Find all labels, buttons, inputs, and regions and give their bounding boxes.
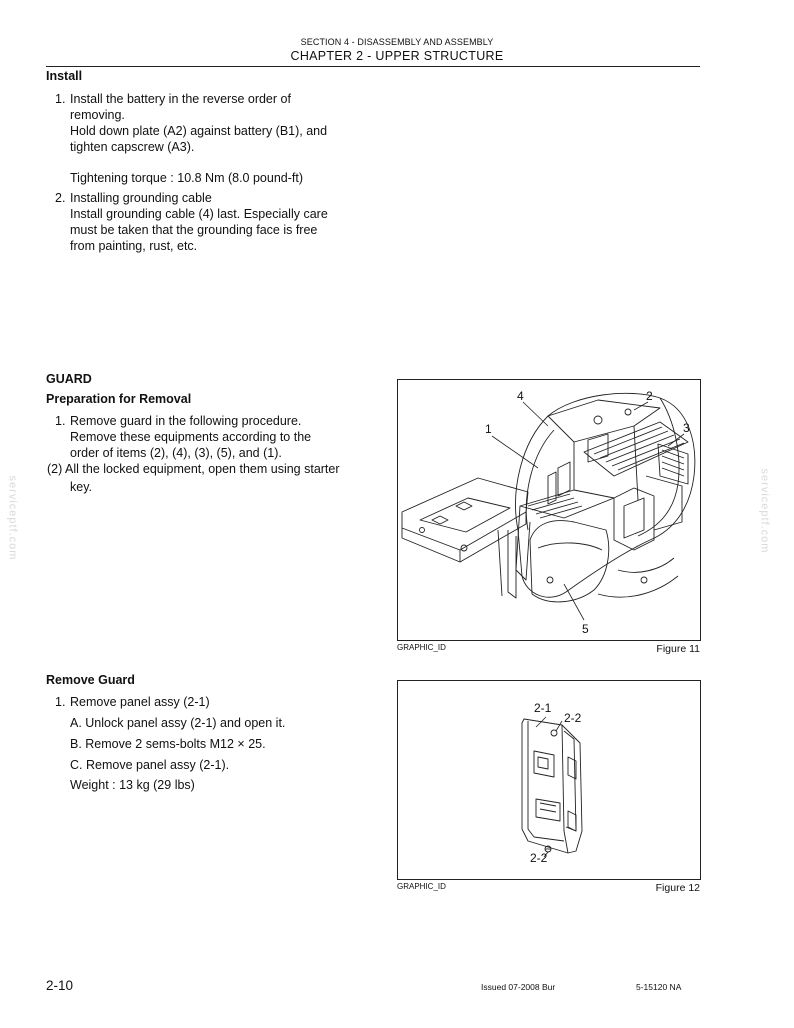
remove-step-a: A. Unlock panel assy (2-1) and open it. xyxy=(70,716,286,730)
figure-11-callout-2: 2 xyxy=(646,389,653,403)
install-step1-number: 1. xyxy=(55,92,66,106)
guard-step1-line1: Remove guard in the following procedure. xyxy=(70,414,302,428)
issued-date: Issued 07-2008 Bur xyxy=(481,982,556,992)
install-step2-line1: Installing grounding cable xyxy=(70,191,212,205)
figure-11-caption: Figure 11 xyxy=(656,643,700,655)
document-number: 5-15120 NA xyxy=(636,982,682,992)
remove-guard-heading: Remove Guard xyxy=(46,673,135,687)
header-divider xyxy=(46,66,700,67)
figure-12-callout-2-1: 2-1 xyxy=(534,701,552,715)
remove-step-b: B. Remove 2 sems-bolts M12 × 25. xyxy=(70,737,266,751)
page-number: 2-10 xyxy=(46,978,74,993)
figure-11-callout-5: 5 xyxy=(582,622,589,636)
install-step2-line4: from painting, rust, etc. xyxy=(70,239,198,253)
figure-12-graphic-id: GRAPHIC_ID xyxy=(397,882,446,891)
install-step2-number: 2. xyxy=(55,191,66,205)
guard-step2-line2: key. xyxy=(70,480,92,494)
section-title: SECTION 4 - DISASSEMBLY AND ASSEMBLY xyxy=(300,37,494,47)
figure-12-caption: Figure 12 xyxy=(655,882,700,894)
figure-11-graphic-id: GRAPHIC_ID xyxy=(397,643,446,652)
figure-12-callout-2-2-top: 2-2 xyxy=(564,711,582,725)
guard-step1-number: 1. xyxy=(55,414,66,428)
figure-11-frame xyxy=(397,379,701,641)
figure-11-callout-4: 4 xyxy=(517,389,524,403)
watermark-left: serviceptf.com xyxy=(6,475,19,561)
install-step2-line2: Install grounding cable (4) last. Especially care xyxy=(70,207,328,221)
upper-structure-illustration xyxy=(398,380,700,640)
figure-12-frame xyxy=(397,680,701,880)
remove-step1-number: 1. xyxy=(55,695,66,709)
remove-step1: Remove panel assy (2-1) xyxy=(70,695,210,709)
install-step2-line3: must be taken that the grounding face is free xyxy=(70,223,318,237)
watermark-right: serviceptf.com xyxy=(758,468,771,554)
install-step1-line3: Hold down plate (A2) against battery (B1), and xyxy=(70,124,328,138)
install-step1-line4: tighten capscrew (A3). xyxy=(70,140,195,154)
install-step1-line2: removing. xyxy=(70,108,125,122)
panel-weight: Weight : 13 kg (29 lbs) xyxy=(70,778,195,792)
guard-step1-line3: order of items (2), (4), (3), (5), and (1). xyxy=(70,446,282,460)
preparation-heading: Preparation for Removal xyxy=(46,392,192,406)
figure-11-callout-3: 3 xyxy=(683,421,690,435)
figure-11-callout-1: 1 xyxy=(485,422,492,436)
remove-step-c: C. Remove panel assy (2-1). xyxy=(70,758,230,772)
guard-heading: GUARD xyxy=(46,372,92,386)
guard-step2-line1: (2) All the locked equipment, open them using starter xyxy=(47,462,340,476)
guard-step1-line2: Remove these equipments according to the xyxy=(70,430,312,444)
install-step1-line1: Install the battery in the reverse order of xyxy=(70,92,291,106)
chapter-title: CHAPTER 2 - UPPER STRUCTURE xyxy=(290,49,504,63)
install-heading: Install xyxy=(46,69,83,83)
tightening-torque: Tightening torque : 10.8 Nm (8.0 pound-ft) xyxy=(70,171,304,185)
figure-12-callout-2-2-bottom: 2-2 xyxy=(530,851,548,865)
